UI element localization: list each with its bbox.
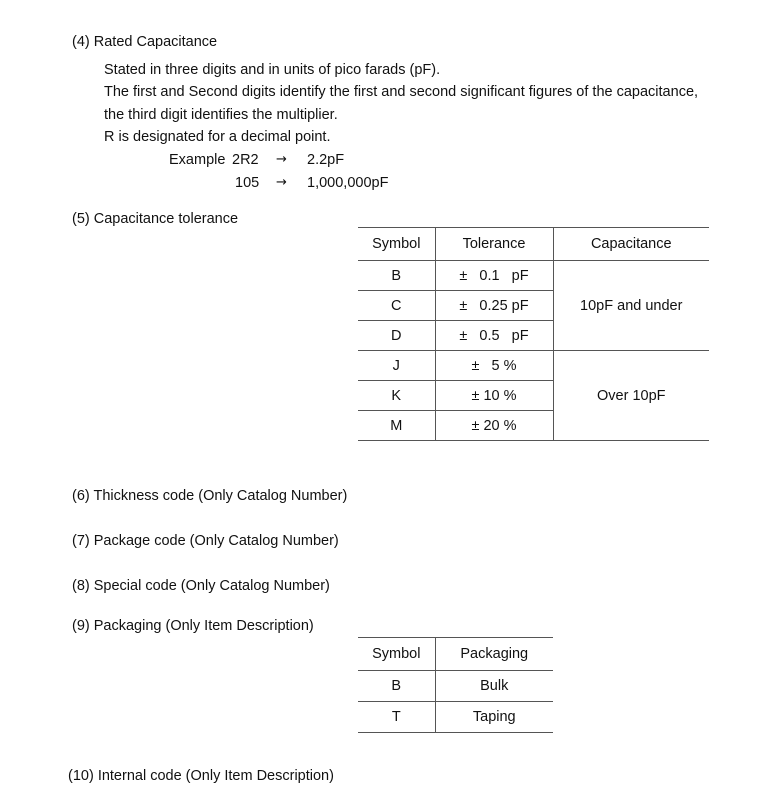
- capacitance-group-cell: 10pF and under: [553, 261, 709, 351]
- symbol-cell: K: [358, 381, 435, 411]
- symbol-cell: D: [358, 321, 435, 351]
- column-header-packaging: Packaging: [435, 638, 553, 671]
- rated-capacitance-line-4: R is designated for a decimal point.: [104, 129, 331, 145]
- internal-code-heading: (10) Internal code (Only Item Description): [68, 768, 334, 784]
- packaging-heading: (9) Packaging (Only Item Description): [72, 618, 314, 634]
- symbol-cell: T: [358, 702, 435, 733]
- rated-capacitance-line-3: the third digit identifies the multiplier.: [104, 107, 338, 123]
- tolerance-cell: ± 0.1 pF: [459, 267, 529, 284]
- example-2-value: 1,000,000pF: [307, 175, 389, 191]
- example-2-arrow: →: [276, 175, 287, 190]
- symbol-cell: B: [358, 261, 435, 291]
- symbol-cell: B: [358, 671, 435, 702]
- symbol-cell: J: [358, 351, 435, 381]
- tolerance-cell: ± 20 %: [471, 417, 517, 434]
- capacitance-group-cell: Over 10pF: [553, 351, 709, 441]
- packaging-cell: Bulk: [435, 671, 553, 702]
- rated-capacitance-heading: (4) Rated Capacitance: [72, 34, 218, 50]
- example-1-value: 2.2pF: [307, 152, 345, 168]
- example-1-arrow: →: [276, 152, 287, 167]
- table-row: [358, 351, 709, 381]
- rated-capacitance-line-2: The first and Second digits identify the first and second significant figures of the capacitance,: [104, 84, 699, 100]
- packaging-cell: Taping: [435, 702, 553, 733]
- symbol-cell: M: [358, 411, 435, 441]
- column-header-symbol: Symbol: [358, 638, 435, 671]
- example-1-code: 2R2: [232, 152, 259, 168]
- tolerance-table-header: [358, 228, 709, 261]
- table-row: [358, 671, 553, 702]
- package-code-heading: (7) Package code (Only Catalog Number): [72, 533, 339, 549]
- special-code-heading: (8) Special code (Only Catalog Number): [72, 578, 330, 594]
- tolerance-cell: ± 5 %: [471, 357, 517, 374]
- rated-capacitance-line-1: Stated in three digits and in units of pico farads (pF).: [104, 62, 441, 78]
- tolerance-cell: ± 0.5 pF: [459, 327, 529, 344]
- tolerance-table: [358, 227, 709, 441]
- packaging-table-header: [358, 638, 553, 671]
- tolerance-cell: ± 0.25 pF: [459, 297, 529, 314]
- column-header-tolerance: Tolerance: [435, 228, 553, 261]
- capacitance-tolerance-heading: (5) Capacitance tolerance: [72, 211, 239, 227]
- column-header-symbol: Symbol: [358, 228, 435, 261]
- column-header-capacitance: Capacitance: [553, 228, 709, 261]
- example-2-code: 105: [235, 175, 260, 191]
- example-label: Example: [169, 152, 226, 168]
- thickness-code-heading: (6) Thickness code (Only Catalog Number): [72, 488, 348, 504]
- symbol-cell: C: [358, 291, 435, 321]
- tolerance-cell: ± 10 %: [471, 387, 517, 404]
- packaging-table: [358, 637, 553, 733]
- table-row: [358, 702, 553, 733]
- table-row: [358, 261, 709, 291]
